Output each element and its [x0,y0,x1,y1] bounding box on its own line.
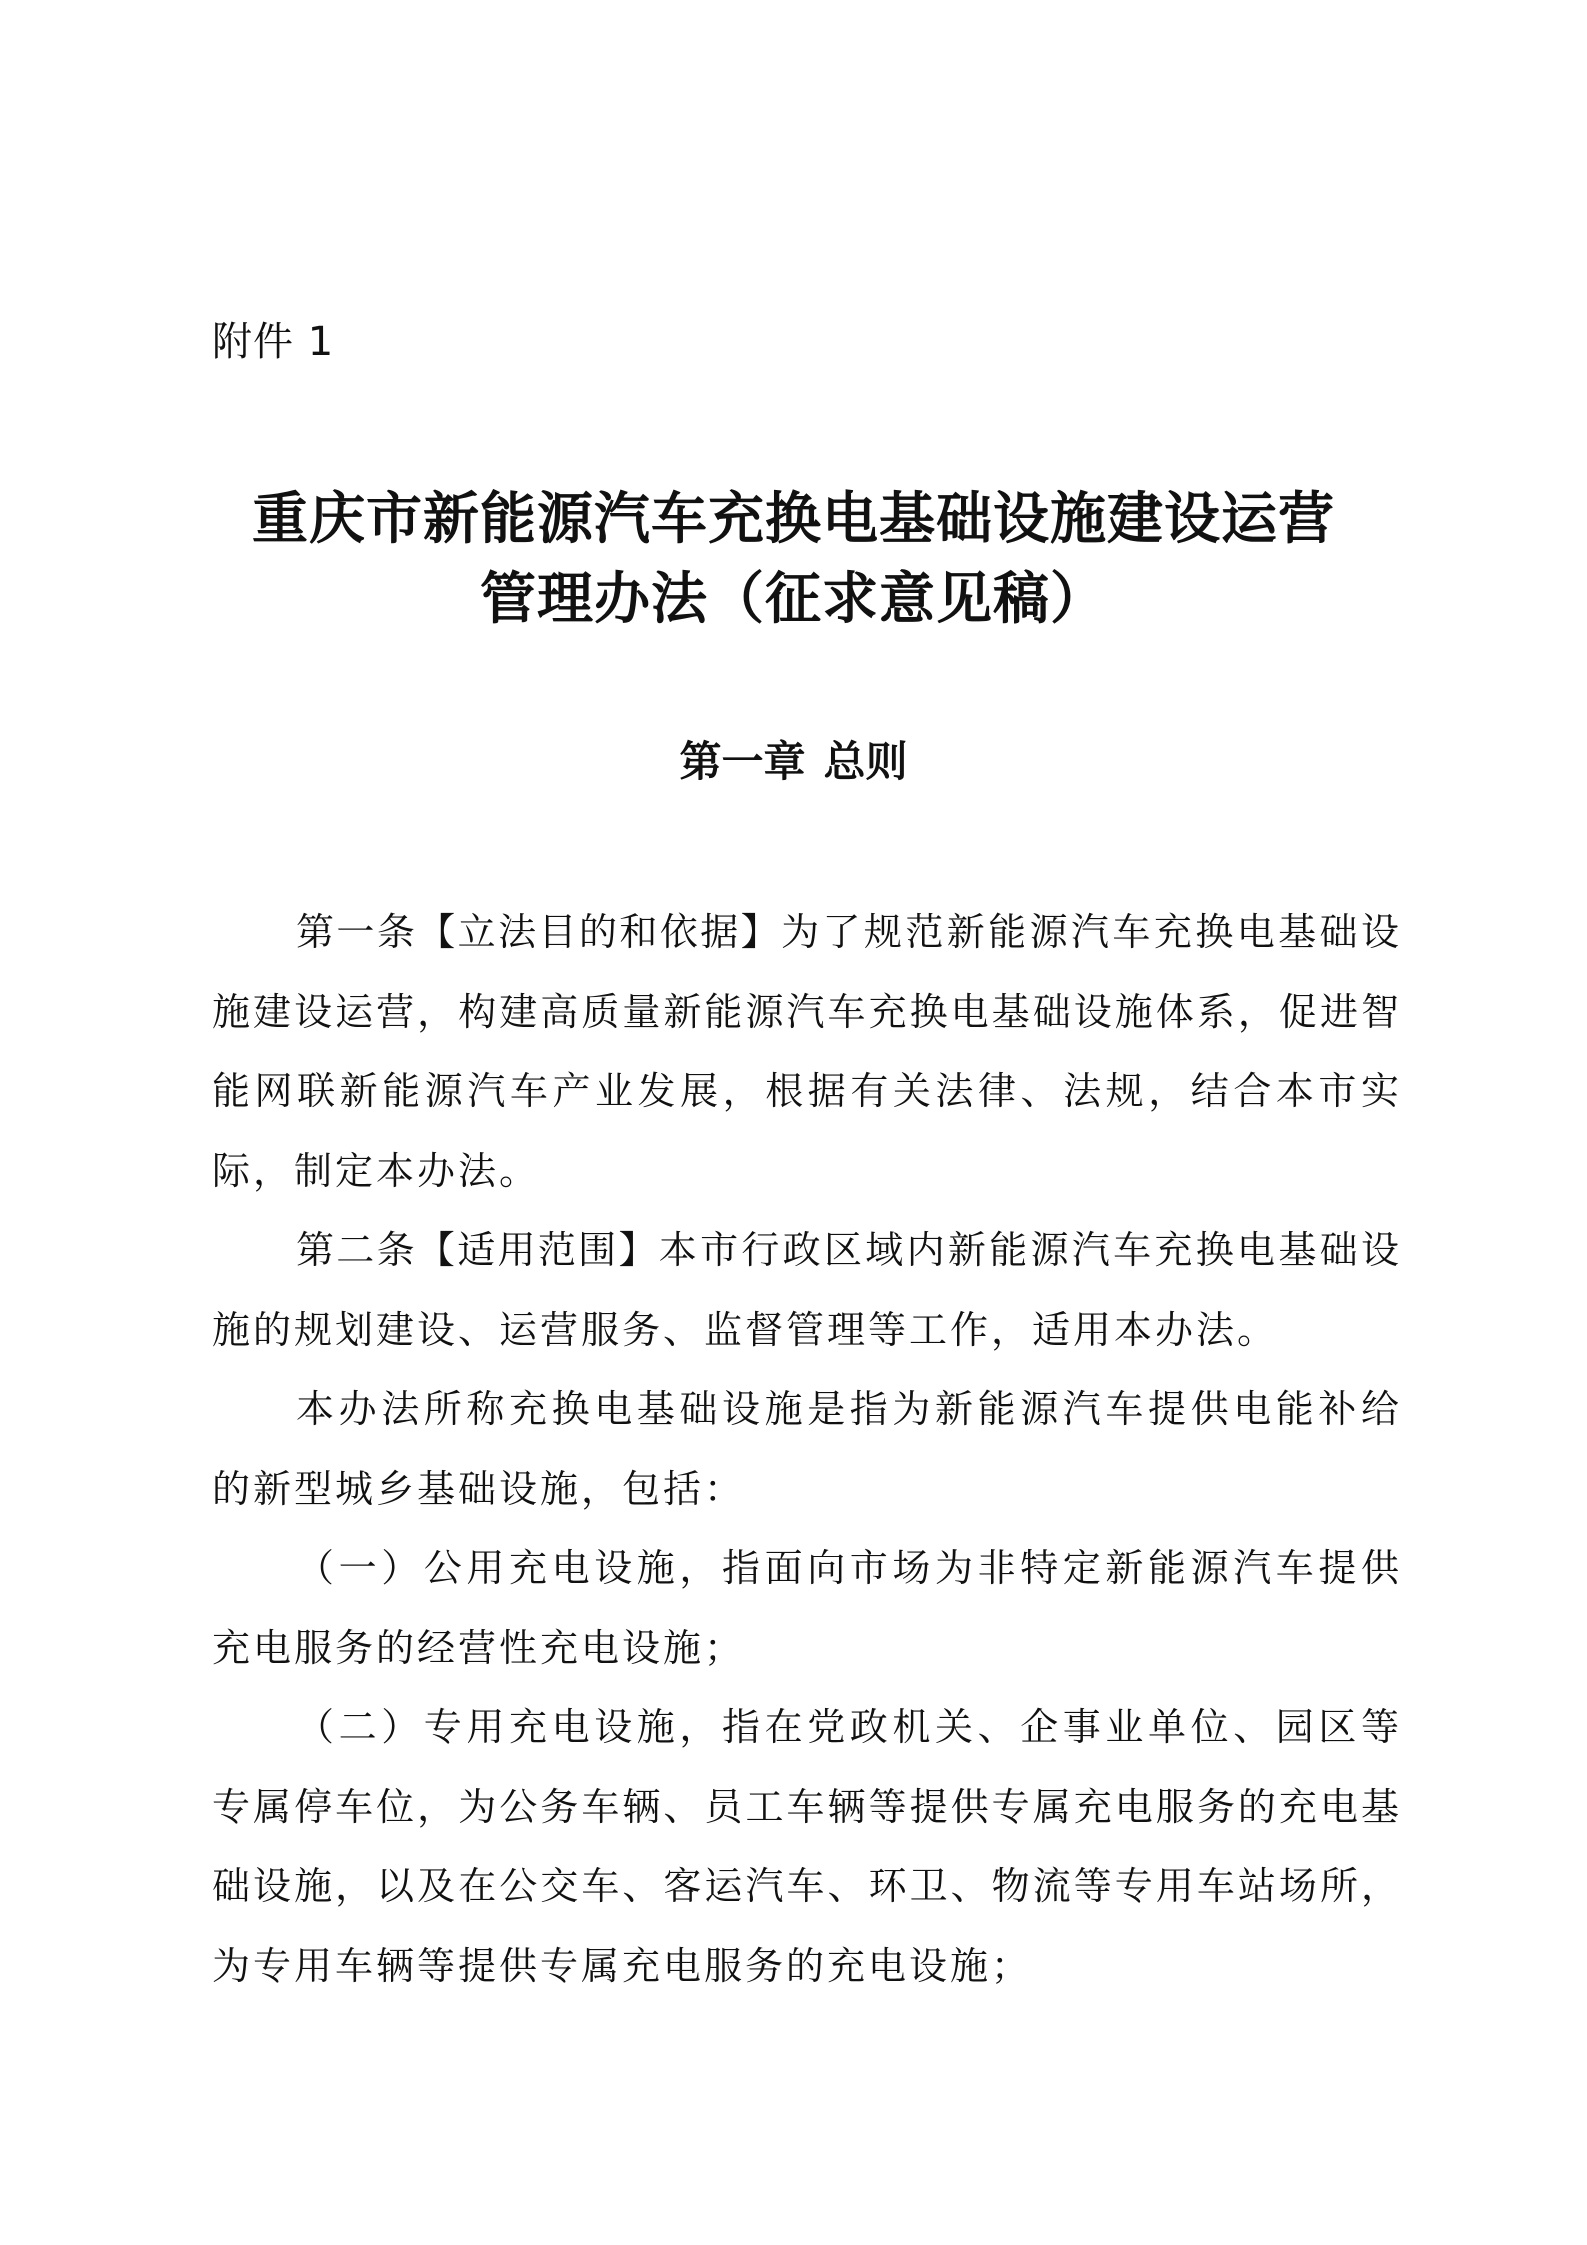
chapter-heading [150,734,1437,790]
chapter-number: 第一章 [679,737,806,786]
article-label: 第二条 [296,1228,417,1272]
document-body [212,893,1402,2006]
article-label: 第一条 [296,910,418,954]
list-item-paragraph [212,1529,1402,1688]
body-paragraph [212,1370,1402,1529]
article-paragraph [212,1211,1402,1370]
list-item-paragraph [212,1688,1402,2006]
paragraph-text: 本市行政区域内新能源汽车充换电基础设施的规划建设、运营服务、监督管理等工作，适用本办法。 [212,1228,1402,1352]
article-paragraph [212,893,1402,1211]
attachment-label: 附件 1 [212,319,335,365]
article-heading: 【适用范围】 [416,1228,659,1272]
paragraph-text: 本办法所称充换电基础设施是指为新能源汽车提供电能补给的新型城乡基础设施，包括： [212,1387,1402,1511]
paragraph-text: 为了规范新能源汽车充换电基础设施建设运营，构建高质量新能源汽车充换电基础设施体系，促进智能网联新能源汽车产业发展，根据有关法律、法规，结合本市实际，制定本办法。 [212,910,1402,1193]
paragraph-text: （二）专用充电设施，指在党政机关、企事业单位、园区等专属停车位，为公务车辆、员工车辆等提供专属充电服务的充电基础设施，以及在公交车、客运汽车、环卫、物流等专用车站场所，为专用车辆等提供专属充电服务的充电设施； [212,1705,1402,1988]
document-title-line-1: 重庆市新能源汽车充换电基础设施建设运营 [252,486,1335,552]
document-title-line-2: 管理办法（征求意见稿） [480,566,1107,632]
paragraph-text: （一）公用充电设施，指面向市场为非特定新能源汽车提供充电服务的经营性充电设施； [212,1546,1402,1670]
chapter-name: 总则 [823,737,908,786]
article-heading: 【立法目的和依据】 [417,910,782,954]
